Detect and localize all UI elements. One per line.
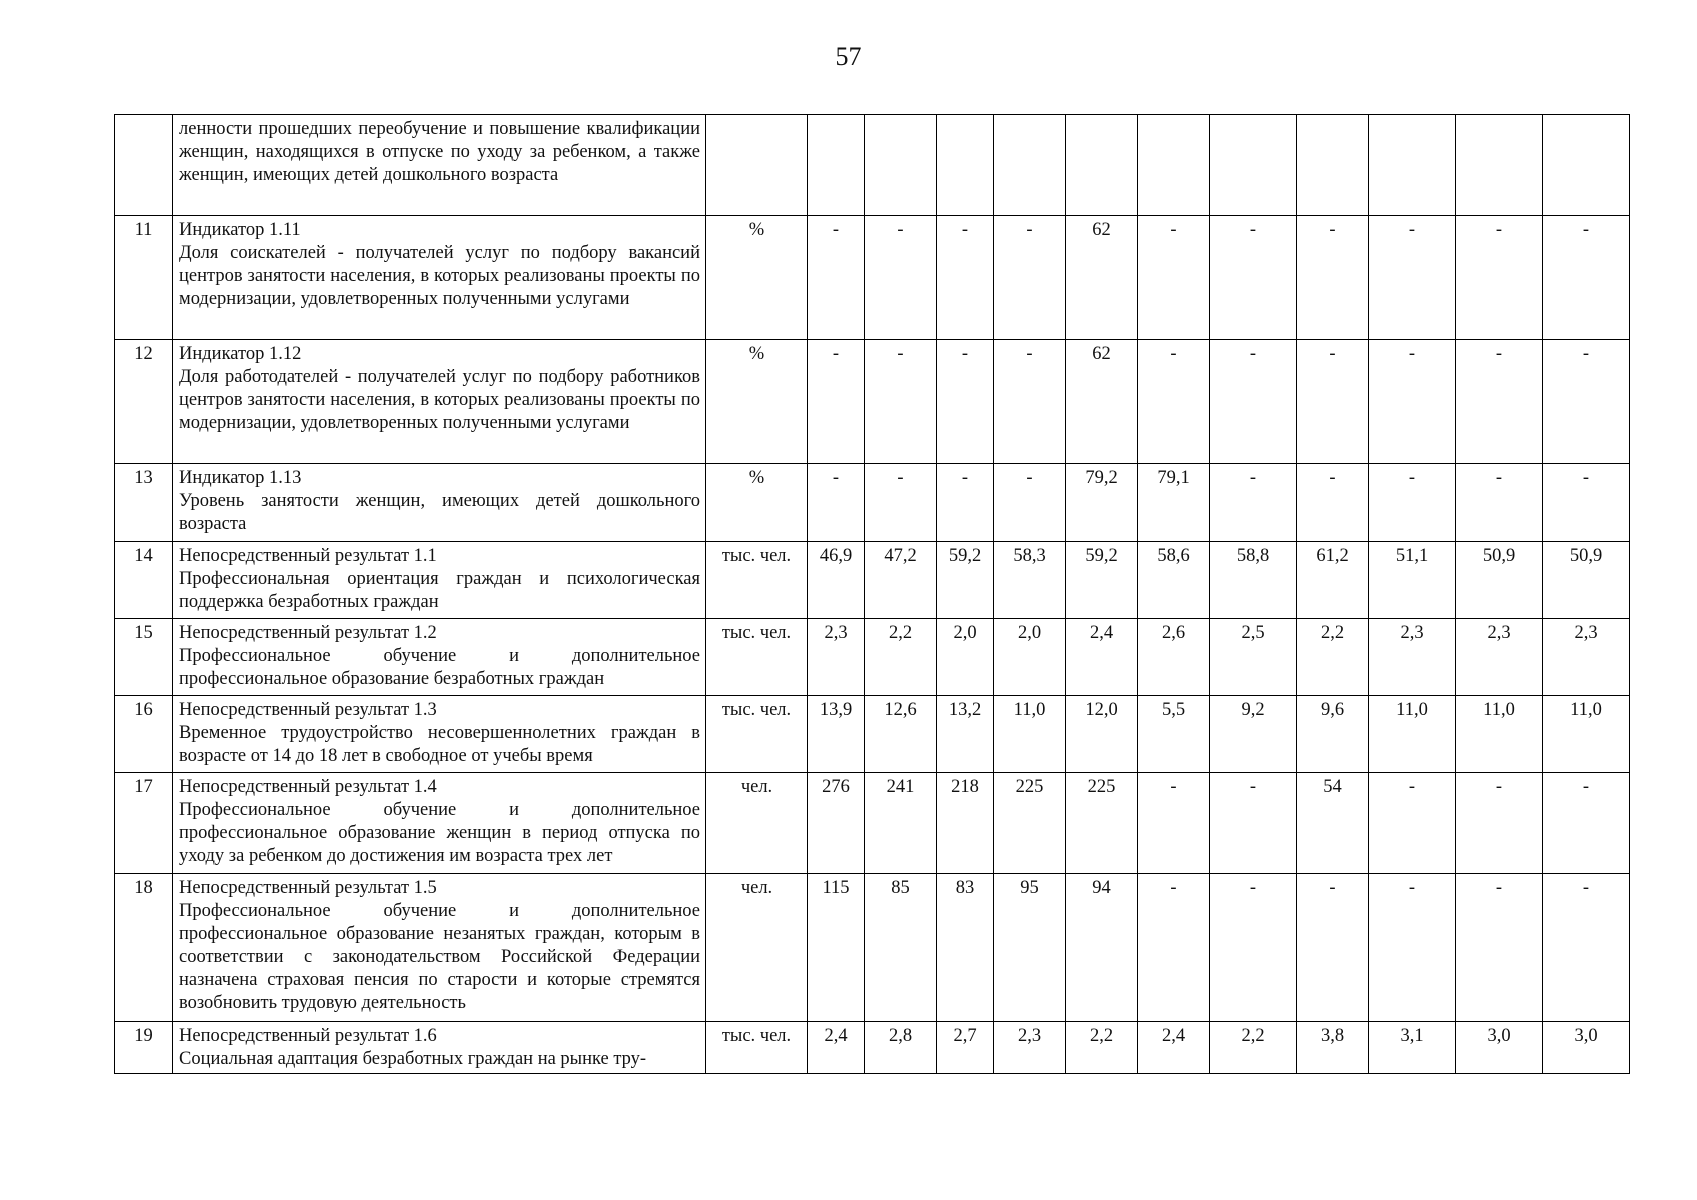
- row-unit: чел.: [706, 773, 808, 874]
- row-title: Непосредственный результат 1.5: [179, 878, 437, 898]
- value-cell: 54: [1297, 773, 1369, 874]
- table-row: [115, 464, 1630, 542]
- row-description: [173, 115, 706, 216]
- value-cell: -: [1543, 773, 1630, 874]
- row-number: [115, 115, 173, 216]
- value-cell: -: [1210, 773, 1297, 874]
- value-cell: 2,0: [994, 619, 1066, 696]
- value-cell: 59,2: [1066, 542, 1138, 619]
- value-cell: -: [1456, 874, 1543, 1022]
- value-cell: 9,6: [1297, 696, 1369, 773]
- value-cell: 218: [937, 773, 994, 874]
- row-unit: тыс. чел.: [706, 542, 808, 619]
- row-text: Доля соискателей - получателей услуг по подбору вакансий центров занятости населения, в которых реализованы проекты по модернизации, удовлетворенных полученными услугами: [179, 243, 700, 309]
- value-cell: 2,5: [1210, 619, 1297, 696]
- row-text: ленности прошедших переобучение и повышение квалификации женщин, находящихся в отпуске по уходу за ребенком, а также женщин, имеющих детей дошкольного возраста: [179, 119, 700, 185]
- row-number: 19: [115, 1022, 173, 1074]
- value-cell: [1066, 115, 1138, 216]
- value-cell: [1456, 115, 1543, 216]
- value-cell: -: [1210, 216, 1297, 340]
- value-cell: -: [937, 340, 994, 464]
- table-row: [115, 542, 1630, 619]
- row-unit: %: [706, 464, 808, 542]
- value-cell: -: [1297, 874, 1369, 1022]
- row-description: [173, 619, 706, 696]
- value-cell: 62: [1066, 216, 1138, 340]
- value-cell: [1369, 115, 1456, 216]
- value-cell: -: [808, 464, 865, 542]
- row-title: Индикатор 1.13: [179, 468, 302, 488]
- value-cell: -: [1297, 464, 1369, 542]
- value-cell: 2,7: [937, 1022, 994, 1074]
- value-cell: 46,9: [808, 542, 865, 619]
- value-cell: -: [808, 340, 865, 464]
- value-cell: 2,2: [1297, 619, 1369, 696]
- value-cell: 59,2: [937, 542, 994, 619]
- value-cell: -: [1543, 340, 1630, 464]
- value-cell: 58,6: [1138, 542, 1210, 619]
- value-cell: 79,2: [1066, 464, 1138, 542]
- value-cell: 85: [865, 874, 937, 1022]
- value-cell: 3,1: [1369, 1022, 1456, 1074]
- row-description: [173, 216, 706, 340]
- table-row: [115, 340, 1630, 464]
- row-unit: %: [706, 340, 808, 464]
- value-cell: -: [1369, 464, 1456, 542]
- value-cell: [1138, 115, 1210, 216]
- value-cell: 11,0: [994, 696, 1066, 773]
- row-description: [173, 696, 706, 773]
- value-cell: 3,0: [1456, 1022, 1543, 1074]
- value-cell: -: [1369, 216, 1456, 340]
- value-cell: -: [865, 464, 937, 542]
- row-unit: тыс. чел.: [706, 1022, 808, 1074]
- value-cell: -: [1210, 464, 1297, 542]
- value-cell: [1210, 115, 1297, 216]
- value-cell: 13,2: [937, 696, 994, 773]
- value-cell: [994, 115, 1066, 216]
- value-cell: -: [1456, 464, 1543, 542]
- row-title: Непосредственный результат 1.1: [179, 546, 437, 566]
- table-row: [115, 696, 1630, 773]
- value-cell: 50,9: [1456, 542, 1543, 619]
- row-number: 11: [115, 216, 173, 340]
- value-cell: [1543, 115, 1630, 216]
- value-cell: 47,2: [865, 542, 937, 619]
- value-cell: -: [937, 216, 994, 340]
- value-cell: 2,6: [1138, 619, 1210, 696]
- table-row: [115, 619, 1630, 696]
- value-cell: -: [1369, 874, 1456, 1022]
- row-number: 14: [115, 542, 173, 619]
- value-cell: 94: [1066, 874, 1138, 1022]
- value-cell: 2,2: [1066, 1022, 1138, 1074]
- value-cell: -: [1138, 216, 1210, 340]
- row-title: Индикатор 1.11: [179, 220, 301, 240]
- row-description: [173, 874, 706, 1022]
- value-cell: 2,3: [994, 1022, 1066, 1074]
- row-description: [173, 1022, 706, 1074]
- value-cell: -: [1456, 773, 1543, 874]
- row-number: 13: [115, 464, 173, 542]
- table-row: [115, 874, 1630, 1022]
- table-row: [115, 216, 1630, 340]
- row-text: Профессиональное обучение и дополнительное профессиональное образование женщин в период отпуска по уходу за ребенком до достижения им возраста трех лет: [179, 800, 700, 866]
- table-row: [115, 115, 1630, 216]
- value-cell: 2,3: [808, 619, 865, 696]
- value-cell: 11,0: [1369, 696, 1456, 773]
- value-cell: 95: [994, 874, 1066, 1022]
- value-cell: -: [1543, 874, 1630, 1022]
- value-cell: -: [994, 216, 1066, 340]
- value-cell: -: [1297, 216, 1369, 340]
- value-cell: -: [1138, 340, 1210, 464]
- row-title: Непосредственный результат 1.4: [179, 777, 437, 797]
- value-cell: [808, 115, 865, 216]
- value-cell: -: [1297, 340, 1369, 464]
- row-unit: тыс. чел.: [706, 696, 808, 773]
- value-cell: -: [994, 340, 1066, 464]
- value-cell: 2,4: [808, 1022, 865, 1074]
- value-cell: -: [865, 340, 937, 464]
- value-cell: [937, 115, 994, 216]
- value-cell: 79,1: [1138, 464, 1210, 542]
- value-cell: 2,2: [865, 619, 937, 696]
- value-cell: -: [1369, 340, 1456, 464]
- value-cell: 2,2: [1210, 1022, 1297, 1074]
- page-number: 57: [835, 42, 862, 71]
- row-title: Непосредственный результат 1.3: [179, 700, 437, 720]
- value-cell: 2,0: [937, 619, 994, 696]
- row-title: Непосредственный результат 1.6: [179, 1026, 437, 1046]
- value-cell: 51,1: [1369, 542, 1456, 619]
- value-cell: -: [1138, 874, 1210, 1022]
- value-cell: -: [1456, 216, 1543, 340]
- row-description: [173, 542, 706, 619]
- value-cell: 5,5: [1138, 696, 1210, 773]
- row-unit: тыс. чел.: [706, 619, 808, 696]
- row-description: [173, 340, 706, 464]
- value-cell: 2,3: [1369, 619, 1456, 696]
- value-cell: 58,3: [994, 542, 1066, 619]
- value-cell: 2,3: [1543, 619, 1630, 696]
- row-number: 18: [115, 874, 173, 1022]
- value-cell: -: [1210, 340, 1297, 464]
- value-cell: -: [1210, 874, 1297, 1022]
- value-cell: -: [1456, 340, 1543, 464]
- table-row: [115, 1022, 1630, 1074]
- value-cell: -: [1543, 464, 1630, 542]
- value-cell: -: [865, 216, 937, 340]
- value-cell: -: [937, 464, 994, 542]
- value-cell: -: [1543, 216, 1630, 340]
- value-cell: 12,6: [865, 696, 937, 773]
- row-number: 17: [115, 773, 173, 874]
- value-cell: 9,2: [1210, 696, 1297, 773]
- value-cell: -: [994, 464, 1066, 542]
- value-cell: 12,0: [1066, 696, 1138, 773]
- value-cell: 2,4: [1138, 1022, 1210, 1074]
- row-text: Профессиональное обучение и дополнительное профессиональное образование безработных граждан: [179, 646, 700, 689]
- row-unit: чел.: [706, 874, 808, 1022]
- value-cell: -: [1369, 773, 1456, 874]
- row-unit: %: [706, 216, 808, 340]
- table-row: [115, 773, 1630, 874]
- row-unit: [706, 115, 808, 216]
- value-cell: 225: [1066, 773, 1138, 874]
- value-cell: [865, 115, 937, 216]
- row-description: [173, 773, 706, 874]
- row-number: 16: [115, 696, 173, 773]
- value-cell: -: [808, 216, 865, 340]
- value-cell: 3,0: [1543, 1022, 1630, 1074]
- row-text: Профессиональное обучение и дополнительное профессиональное образование незанятых граждан, которым в соответствии с законодательством Российской Федерации назначена страховая пенсия по старости и которые стремятся возобновить трудовую деятельность: [179, 901, 700, 1013]
- row-number: 12: [115, 340, 173, 464]
- table-body: [115, 115, 1630, 1074]
- value-cell: 115: [808, 874, 865, 1022]
- row-description: [173, 464, 706, 542]
- value-cell: -: [1138, 773, 1210, 874]
- value-cell: 3,8: [1297, 1022, 1369, 1074]
- row-number: 15: [115, 619, 173, 696]
- value-cell: 50,9: [1543, 542, 1630, 619]
- value-cell: 61,2: [1297, 542, 1369, 619]
- row-text: Доля работодателей - получателей услуг по подбору работников центров занятости населения, в которых реализованы проекты по модернизации, удовлетворенных полученными услугами: [179, 367, 700, 433]
- value-cell: 276: [808, 773, 865, 874]
- value-cell: 11,0: [1543, 696, 1630, 773]
- value-cell: 225: [994, 773, 1066, 874]
- value-cell: 62: [1066, 340, 1138, 464]
- value-cell: 241: [865, 773, 937, 874]
- value-cell: [1297, 115, 1369, 216]
- value-cell: 2,8: [865, 1022, 937, 1074]
- value-cell: 2,4: [1066, 619, 1138, 696]
- value-cell: 13,9: [808, 696, 865, 773]
- row-text: Социальная адаптация безработных граждан на рынке тру-: [179, 1049, 647, 1069]
- value-cell: 83: [937, 874, 994, 1022]
- value-cell: 58,8: [1210, 542, 1297, 619]
- row-text: Временное трудоустройство несовершеннолетних граждан в возрасте от 14 до 18 лет в свободное от учебы время: [179, 723, 700, 766]
- value-cell: 2,3: [1456, 619, 1543, 696]
- value-cell: 11,0: [1456, 696, 1543, 773]
- indicators-table: [114, 114, 1630, 1074]
- row-title: Непосредственный результат 1.2: [179, 623, 437, 643]
- row-text: Профессиональная ориентация граждан и психологическая поддержка безработных граждан: [179, 569, 700, 612]
- row-title: Индикатор 1.12: [179, 344, 302, 364]
- row-text: Уровень занятости женщин, имеющих детей дошкольного возраста: [179, 491, 700, 534]
